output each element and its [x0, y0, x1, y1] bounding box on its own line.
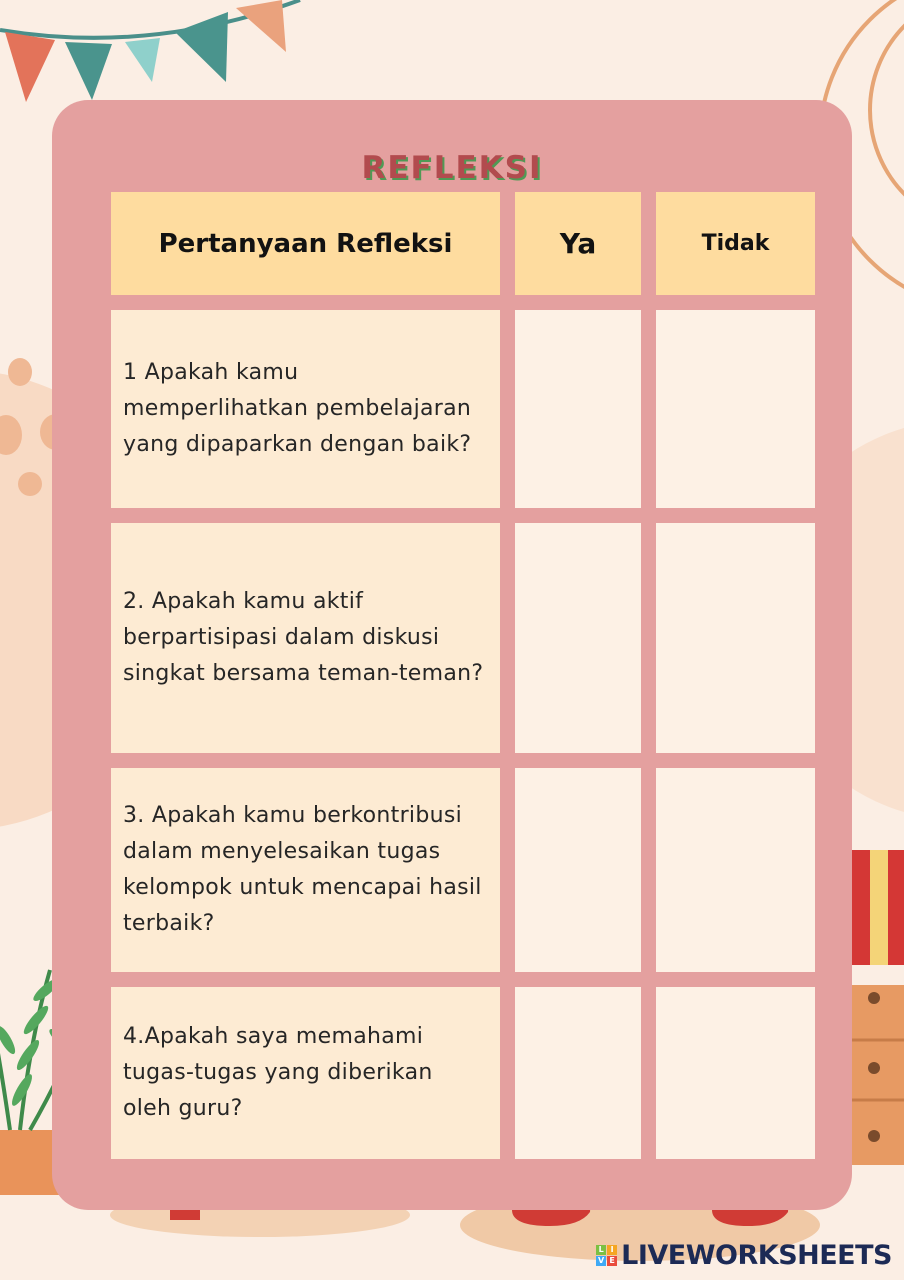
- header-question-label: Pertanyaan Refleksi: [158, 228, 453, 259]
- answer-no-2[interactable]: [656, 523, 815, 753]
- page-title: REFLEKSI: [361, 150, 543, 186]
- answer-no-1[interactable]: [656, 310, 815, 508]
- mark-letter-i: I: [607, 1245, 617, 1255]
- header-no: [656, 192, 815, 295]
- mark-letter-v: V: [598, 1256, 605, 1265]
- header-yes: [515, 192, 641, 295]
- question-cell-3: [111, 768, 500, 972]
- mark-letter-e: E: [607, 1256, 617, 1266]
- question-text-2: 2. Apakah kamu aktif berpartisipasi dalam diskusi singkat bersama teman-teman?: [123, 589, 484, 686]
- answer-no-3[interactable]: [656, 768, 815, 972]
- header-yes-label: Ya: [559, 227, 597, 260]
- answer-yes-3[interactable]: [515, 768, 641, 972]
- answer-yes-4[interactable]: [515, 987, 641, 1159]
- liveworksheets-logo: [596, 1240, 892, 1270]
- answer-yes-1[interactable]: [515, 310, 641, 508]
- question-text-4: 4.Apakah saya memahami tugas-tugas yang diberikan oleh guru?: [123, 1024, 433, 1121]
- question-cell-4: [111, 987, 500, 1159]
- liveworksheets-mark-icon: [596, 1245, 617, 1266]
- bookshelf-icon: [850, 850, 904, 1165]
- question-cell-1: [111, 310, 500, 508]
- header-no-label: Tidak: [701, 231, 770, 256]
- header-question: [111, 192, 500, 295]
- liveworksheets-text: LIVEWORKSHEETS: [621, 1239, 892, 1271]
- answer-no-4[interactable]: [656, 987, 815, 1159]
- question-text-3: 3. Apakah kamu berkontribusi dalam menyelesaikan tugas kelompok untuk mencapai hasil terbaik?: [123, 803, 482, 936]
- question-text-1: 1 Apakah kamu memperlihatkan pembelajaran yang dipaparkan dengan baik?: [123, 360, 472, 457]
- bunting-flags: [0, 0, 300, 102]
- answer-yes-2[interactable]: [515, 523, 641, 753]
- mark-letter-l: L: [596, 1245, 606, 1255]
- question-cell-2: [111, 523, 500, 753]
